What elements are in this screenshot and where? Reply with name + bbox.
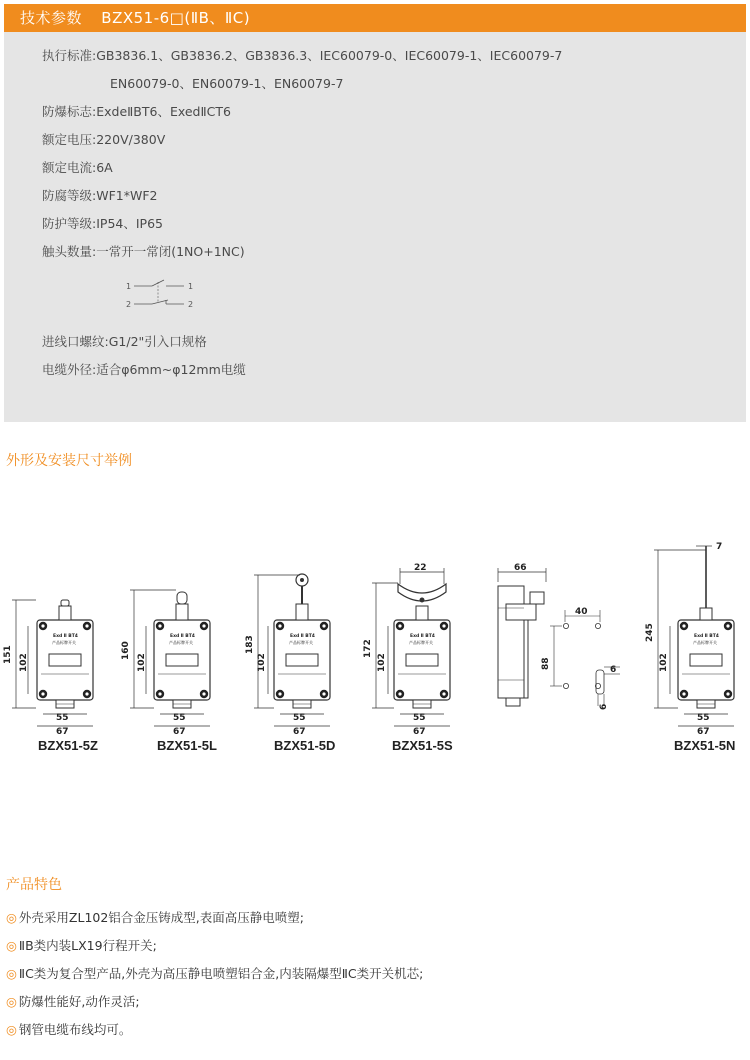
features-section-title: 产品特色 [6, 877, 62, 893]
dim-5l-inner: 102 [137, 653, 147, 672]
drawing-mounting-holes [550, 610, 620, 706]
dim-5z-w2: 67 [56, 727, 69, 737]
contact-symbol-diagram [124, 278, 214, 318]
svg-text:Exd Ⅱ BT4: Exd Ⅱ BT4 [694, 634, 719, 639]
svg-text:产品标牌开关: 产品标牌开关 [409, 640, 433, 645]
dim-5n-w1: 55 [697, 713, 710, 723]
spec-header-model: BZX51-6□(ⅡB、ⅡC) [101, 9, 251, 27]
dim-mount-hole: 6 [610, 665, 617, 675]
dim-5z-w1: 55 [56, 713, 69, 723]
spec-panel [4, 32, 746, 422]
dim-5s-w1: 55 [413, 713, 426, 723]
spec-header-bar [4, 4, 746, 32]
terminal-right-2: 2 [188, 300, 194, 309]
dim-mount-spacing-h: 40 [575, 607, 588, 617]
svg-text:产品标牌开关: 产品标牌开关 [52, 640, 76, 645]
dim-5n-top: 7 [716, 542, 723, 552]
spec-row-current: 额定电流:6A [42, 160, 113, 175]
dim-5d-w2: 67 [293, 727, 306, 737]
spec-row-exmark: 防爆标志:ExdeⅡBT6、ExedⅡCT6 [42, 104, 231, 119]
dim-side-depth: 66 [514, 563, 527, 573]
spec-row-cable: 电缆外径:适合φ6mm~φ12mm电缆 [42, 362, 246, 377]
dim-5s-w2: 67 [413, 727, 426, 737]
spec-row-standard-cont: EN60079-0、EN60079-1、EN60079-7 [110, 76, 344, 91]
dim-5z-inner: 102 [19, 653, 29, 672]
model-label-5s: BZX51-5S [392, 738, 453, 753]
feature-item: ◎ ⅡC类为复合型产品,外壳为高压静电喷塑铝合金,内装隔爆型ⅡC类开关机芯; [6, 966, 424, 981]
model-label-5l: BZX51-5L [157, 738, 217, 753]
dim-5l-height: 160 [121, 641, 131, 660]
svg-text:Exd Ⅱ BT4: Exd Ⅱ BT4 [290, 634, 315, 639]
drawing-bzx51-5n [678, 546, 734, 708]
dim-5s-top: 22 [414, 563, 427, 573]
dimension-drawings [0, 530, 750, 740]
dim-5n-w2: 67 [697, 727, 710, 737]
drawing-side-view [498, 568, 546, 706]
svg-text:Exd Ⅱ BT4: Exd Ⅱ BT4 [53, 634, 78, 639]
dim-5n-inner: 102 [659, 653, 669, 672]
bullet-icon: ◎ [6, 938, 17, 953]
dim-5d-inner: 102 [257, 653, 267, 672]
spec-row-voltage: 额定电压:220V/380V [42, 132, 166, 147]
dim-5l-w1: 55 [173, 713, 186, 723]
feature-item: ◎ ⅡB类内装LX19行程开关; [6, 938, 157, 953]
bullet-icon: ◎ [6, 1022, 17, 1037]
dimensions-section-title: 外形及安装尺寸举例 [6, 453, 132, 469]
feature-item: ◎ 防爆性能好,动作灵活; [6, 994, 140, 1009]
spec-row-anticorrosion: 防腐等级:WF1*WF2 [42, 188, 158, 203]
feature-item: ◎ 外壳采用ZL102铝合金压铸成型,表面高压静电喷塑; [6, 910, 304, 925]
spec-row-standard: 执行标准:GB3836.1、GB3836.2、GB3836.3、IEC60079-0、IEC60079-1、IEC60079-7 [42, 48, 563, 63]
svg-text:Exd Ⅱ BT4: Exd Ⅱ BT4 [170, 634, 195, 639]
terminal-left-1: 1 [126, 282, 132, 291]
dim-mount-spacing-v: 88 [541, 657, 551, 670]
dim-mount-hole-b: 6 [599, 703, 609, 710]
spec-row-thread: 进线口螺纹:G1/2"引入口规格 [42, 334, 207, 349]
bullet-icon: ◎ [6, 994, 17, 1009]
dim-5d-w1: 55 [293, 713, 306, 723]
dim-5s-height: 172 [363, 639, 373, 658]
drawing-bzx51-5s [394, 584, 450, 708]
drawing-bzx51-5z [37, 600, 93, 708]
drawing-bzx51-5l [154, 592, 210, 708]
svg-text:产品标牌开关: 产品标牌开关 [169, 640, 193, 645]
dim-5z-height: 151 [3, 645, 13, 664]
dim-5d-height: 183 [245, 635, 255, 654]
spec-row-protection: 防护等级:IP54、IP65 [42, 216, 163, 231]
drawing-bzx51-5d [274, 574, 330, 708]
model-label-5z: BZX51-5Z [38, 738, 98, 753]
bullet-icon: ◎ [6, 910, 17, 925]
model-label-5n: BZX51-5N [674, 738, 736, 753]
spec-row-contacts: 触头数量:一常开一常闭(1NO+1NC) [42, 244, 245, 259]
dim-5n-height: 245 [645, 623, 655, 642]
svg-text:产品标牌开关: 产品标牌开关 [289, 640, 313, 645]
model-label-5d: BZX51-5D [274, 738, 336, 753]
feature-item: ◎ 钢管电缆布线均可。 [6, 1022, 132, 1037]
dim-5l-w2: 67 [173, 727, 186, 737]
spec-header-title: 技术参数 [20, 9, 83, 27]
dim-5s-inner: 102 [377, 653, 387, 672]
svg-text:Exd Ⅱ BT4: Exd Ⅱ BT4 [410, 634, 435, 639]
terminal-right-1: 1 [188, 282, 194, 291]
bullet-icon: ◎ [6, 966, 17, 981]
svg-text:产品标牌开关: 产品标牌开关 [693, 640, 717, 645]
terminal-left-2: 2 [126, 300, 132, 309]
